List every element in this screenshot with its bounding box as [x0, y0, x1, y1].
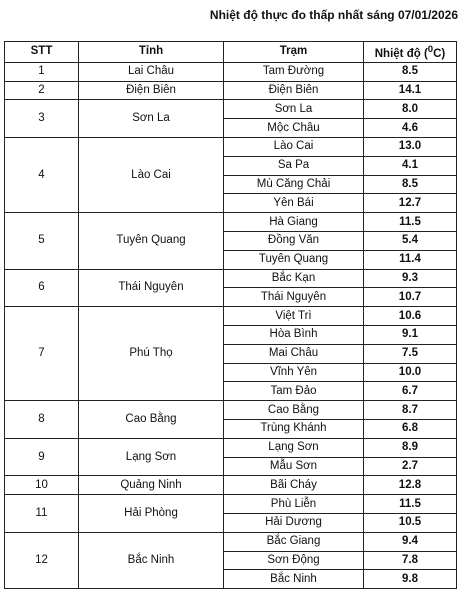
table-row — [5, 401, 457, 420]
temperature-cell: 12.7 — [364, 194, 457, 213]
station-cell: Mai Châu — [224, 344, 364, 363]
station-cell: Sơn La — [224, 100, 364, 119]
temperature-cell: 12.8 — [364, 476, 457, 495]
header-temperature — [364, 42, 457, 63]
station-cell: Việt Trì — [224, 307, 364, 326]
station-cell: Bắc Giang — [224, 532, 364, 551]
table-row — [5, 476, 457, 495]
province-cell: Lạng Sơn — [79, 438, 224, 476]
temperature-cell: 9.8 — [364, 570, 457, 589]
temperature-table — [4, 41, 457, 589]
temperature-cell: 8.5 — [364, 62, 457, 81]
station-cell: Vĩnh Yên — [224, 363, 364, 382]
temperature-cell: 4.1 — [364, 156, 457, 175]
temperature-cell: 6.8 — [364, 419, 457, 438]
table-row — [5, 532, 457, 551]
temperature-cell: 8.9 — [364, 438, 457, 457]
temperature-cell: 5.4 — [364, 232, 457, 251]
station-cell: Tuyên Quang — [224, 250, 364, 269]
stt-cell: 4 — [5, 138, 79, 213]
station-cell: Sơn Động — [224, 551, 364, 570]
temperature-cell: 4.6 — [364, 119, 457, 138]
temperature-cell: 8.0 — [364, 100, 457, 119]
table-header-row — [5, 42, 457, 63]
temperature-cell: 11.5 — [364, 495, 457, 514]
temperature-cell: 10.7 — [364, 288, 457, 307]
province-cell: Sơn La — [79, 100, 224, 138]
header-temperature-degree: 0 — [427, 44, 434, 55]
table-row — [5, 100, 457, 119]
table-row — [5, 138, 457, 157]
station-cell: Mẫu Sơn — [224, 457, 364, 476]
temperature-cell: 14.1 — [364, 81, 457, 100]
station-cell: Lào Cai — [224, 138, 364, 157]
table-row — [5, 495, 457, 514]
station-cell: Mù Căng Chải — [224, 175, 364, 194]
page-title: Nhiệt độ thực đo thấp nhất sáng 07/01/2026 — [209, 8, 458, 22]
temperature-cell: 11.4 — [364, 250, 457, 269]
province-cell: Lào Cai — [79, 138, 224, 213]
temperature-cell: 9.4 — [364, 532, 457, 551]
province-cell: Lai Châu — [79, 62, 224, 81]
stt-cell: 8 — [5, 401, 79, 439]
province-cell: Phú Thọ — [79, 307, 224, 401]
station-cell: Mộc Châu — [224, 119, 364, 138]
temperature-cell: 2.7 — [364, 457, 457, 476]
province-cell: Bắc Ninh — [79, 532, 224, 588]
header-temperature-prefix: Nhiệt độ ( — [374, 47, 428, 60]
temperature-cell: 13.0 — [364, 138, 457, 157]
temperature-cell: 7.5 — [364, 344, 457, 363]
station-cell: Bãi Cháy — [224, 476, 364, 495]
header-province: Tỉnh — [79, 42, 224, 63]
temperature-cell: 11.5 — [364, 213, 457, 232]
station-cell: Hải Dương — [224, 513, 364, 532]
temperature-cell: 6.7 — [364, 382, 457, 401]
station-cell: Đồng Văn — [224, 232, 364, 251]
station-cell: Hòa Bình — [224, 325, 364, 344]
province-cell: Thái Nguyên — [79, 269, 224, 307]
province-cell: Cao Bằng — [79, 401, 224, 439]
stt-cell: 5 — [5, 213, 79, 269]
header-stt: STT — [5, 42, 79, 63]
province-cell: Tuyên Quang — [79, 213, 224, 269]
province-cell: Điện Biên — [79, 81, 224, 100]
temperature-cell: 7.8 — [364, 551, 457, 570]
province-cell: Quảng Ninh — [79, 476, 224, 495]
stt-cell: 1 — [5, 62, 79, 81]
table-row — [5, 81, 457, 100]
stt-cell: 11 — [5, 495, 79, 533]
temperature-cell: 10.0 — [364, 363, 457, 382]
table-row — [5, 213, 457, 232]
table-row — [5, 62, 457, 81]
stt-cell: 9 — [5, 438, 79, 476]
station-cell: Thái Nguyên — [224, 288, 364, 307]
temperature-cell: 9.3 — [364, 269, 457, 288]
station-cell: Trùng Khánh — [224, 419, 364, 438]
stt-cell: 10 — [5, 476, 79, 495]
station-cell: Sa Pa — [224, 156, 364, 175]
station-cell: Bắc Ninh — [224, 570, 364, 589]
stt-cell: 7 — [5, 307, 79, 401]
station-cell: Bắc Kạn — [224, 269, 364, 288]
temperature-cell: 9.1 — [364, 325, 457, 344]
temperature-cell: 8.7 — [364, 401, 457, 420]
stt-cell: 12 — [5, 532, 79, 588]
table-row — [5, 307, 457, 326]
table-body — [5, 62, 457, 588]
province-cell: Hải Phòng — [79, 495, 224, 533]
stt-cell: 6 — [5, 269, 79, 307]
station-cell: Hà Giang — [224, 213, 364, 232]
temperature-cell: 10.6 — [364, 307, 457, 326]
station-cell: Phù Liễn — [224, 495, 364, 514]
station-cell: Tam Đảo — [224, 382, 364, 401]
table-row — [5, 269, 457, 288]
station-cell: Lạng Sơn — [224, 438, 364, 457]
station-cell: Tam Đường — [224, 62, 364, 81]
header-station: Trạm — [224, 42, 364, 63]
temperature-cell: 10.5 — [364, 513, 457, 532]
temperature-cell: 8.5 — [364, 175, 457, 194]
stt-cell: 2 — [5, 81, 79, 100]
header-temperature-suffix: C) — [433, 47, 446, 60]
station-cell: Cao Bằng — [224, 401, 364, 420]
station-cell: Điện Biên — [224, 81, 364, 100]
stt-cell: 3 — [5, 100, 79, 138]
station-cell: Yên Bái — [224, 194, 364, 213]
table-row — [5, 438, 457, 457]
